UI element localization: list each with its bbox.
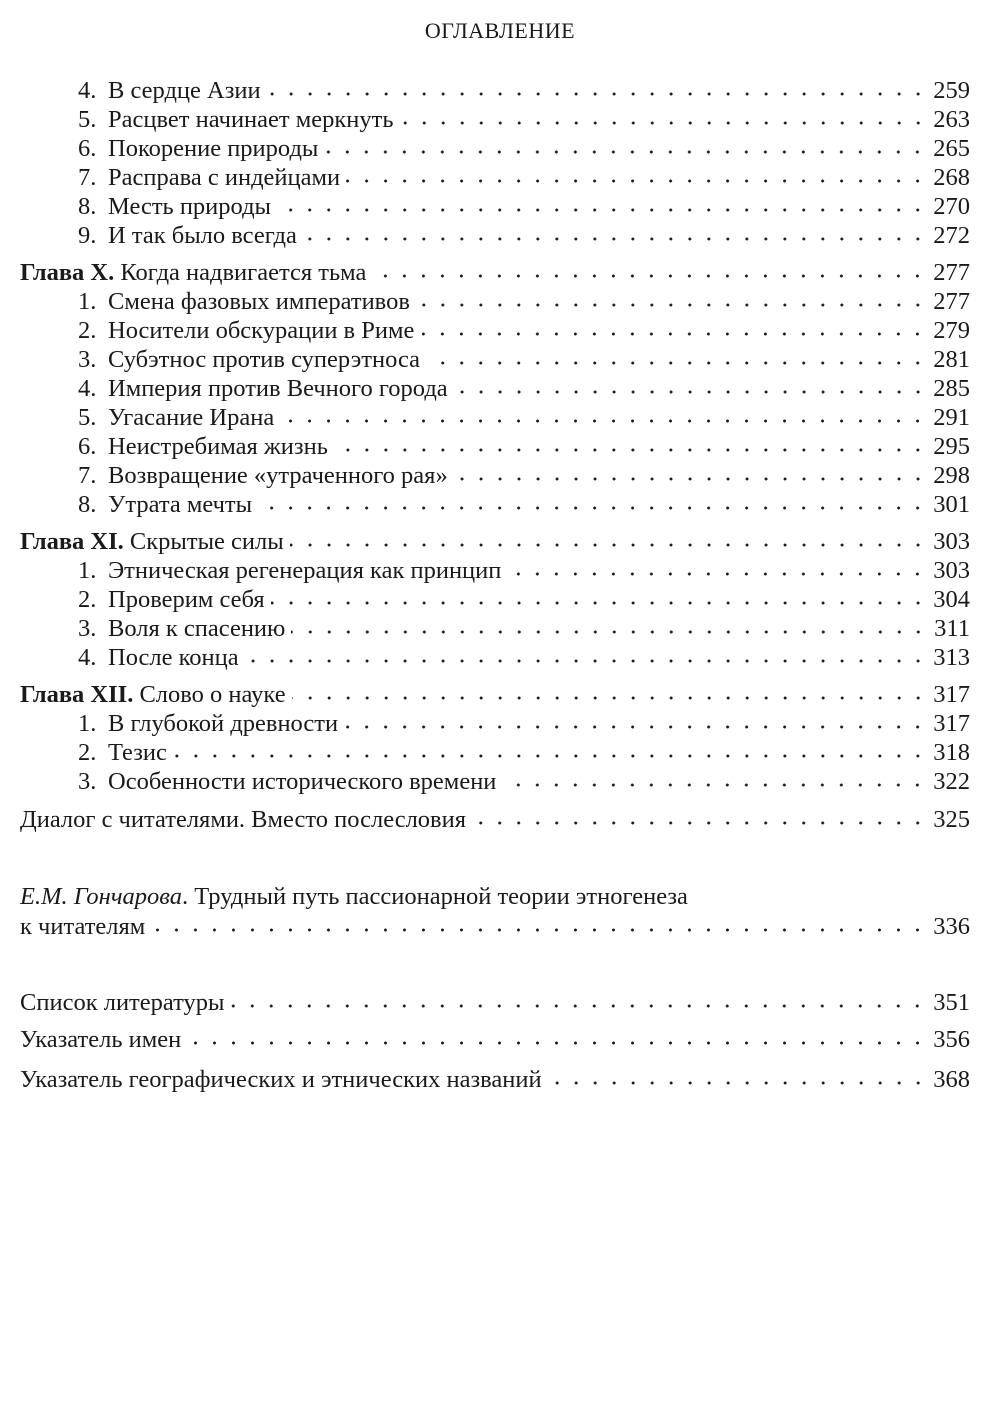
section-title: Угасание Ирана <box>108 404 275 431</box>
dot-leader <box>426 359 927 367</box>
dot-leader <box>400 119 928 127</box>
section-title: Неистребимая жизнь <box>108 433 328 460</box>
chapter-prefix: Глава XI. <box>20 528 124 555</box>
section-title: Проверим себя <box>108 586 265 613</box>
page-number: 301 <box>933 491 970 518</box>
page-number: 318 <box>933 739 970 766</box>
page-number: 291 <box>933 404 970 431</box>
section-number: 1. <box>78 557 97 584</box>
dot-leader <box>187 1039 927 1047</box>
dot-leader <box>277 206 927 214</box>
section-number: 3. <box>78 615 97 642</box>
page-number: 322 <box>933 768 970 795</box>
page-number: 263 <box>933 106 970 133</box>
toc-entry-12-3[interactable] <box>78 767 970 797</box>
entry-title: Указатель географических и этнических названий <box>20 1066 542 1093</box>
entry-title: Диалог с читателями. Вместо послесловия <box>20 806 467 833</box>
section-number: 6. <box>78 433 97 460</box>
toc-entry-11-2[interactable] <box>78 585 970 615</box>
dot-leader <box>173 752 927 760</box>
toc-entry-9-5[interactable] <box>78 105 970 135</box>
toc-entry-dialog[interactable] <box>20 805 970 835</box>
toc-entry-11-3[interactable] <box>78 614 970 644</box>
dot-leader <box>291 628 928 636</box>
dot-leader <box>416 301 927 309</box>
section-number: 5. <box>78 106 97 133</box>
dot-leader <box>245 657 928 665</box>
section-number: 2. <box>78 739 97 766</box>
section-number: 8. <box>78 193 97 220</box>
page-number: 279 <box>933 317 970 344</box>
page-number: 311 <box>934 615 970 642</box>
section-number: 9. <box>78 222 97 249</box>
page-number: 295 <box>933 433 970 460</box>
chapter-title: Скрытые силы <box>129 528 284 555</box>
page-number: 259 <box>933 77 970 104</box>
page-number: 268 <box>933 164 970 191</box>
toc-entry-10-7[interactable] <box>78 461 970 491</box>
toc-entry-9-6[interactable] <box>78 134 970 164</box>
page-number: 285 <box>933 375 970 402</box>
section-number: 4. <box>78 77 97 104</box>
page-number: 368 <box>933 1066 970 1093</box>
section-title: Империя против Вечного города <box>108 375 448 402</box>
section-title: Этническая регенерация как принцип <box>108 557 502 584</box>
page-number: 281 <box>933 346 970 373</box>
section-number: 1. <box>78 710 97 737</box>
toc-entry-12-2[interactable] <box>78 738 970 768</box>
section-title: В глубокой древности <box>108 710 339 737</box>
section-title: Месть природы <box>108 193 272 220</box>
section-title: После конца <box>108 644 239 671</box>
section-number: 6. <box>78 135 97 162</box>
section-title: Покорение природы <box>108 135 319 162</box>
essay-author: Е.М. Гончарова <box>20 883 182 910</box>
dot-leader <box>454 388 928 396</box>
toc-entry-9-8[interactable] <box>78 192 970 222</box>
dot-leader <box>548 1079 928 1087</box>
page-number: 325 <box>933 806 970 833</box>
dot-leader <box>502 781 927 789</box>
section-number: 2. <box>78 317 97 344</box>
section-title: Смена фазовых императивов <box>108 288 410 315</box>
dot-leader <box>267 90 928 98</box>
page-number: 313 <box>933 644 970 671</box>
dot-leader <box>280 417 927 425</box>
toc-entry-10-3[interactable] <box>78 345 970 375</box>
section-number: 7. <box>78 164 97 191</box>
toc-entry-name-index[interactable] <box>20 1025 970 1055</box>
section-title: В сердце Азии <box>108 77 261 104</box>
dot-leader <box>472 819 927 827</box>
toc-entry-10-5[interactable] <box>78 403 970 433</box>
toc-entry-10-6[interactable] <box>78 432 970 462</box>
section-number: 7. <box>78 462 97 489</box>
dot-leader <box>372 272 927 280</box>
toc-entry-bibliography[interactable] <box>20 988 970 1018</box>
dot-leader <box>292 694 928 702</box>
section-title: Субэтнос против суперэтноса <box>108 346 421 373</box>
chapter-title: Когда надвигается тьма <box>120 259 367 286</box>
page-number: 317 <box>933 710 970 737</box>
dot-leader <box>334 446 927 454</box>
toc-chapter-11[interactable] <box>20 527 970 557</box>
page-number: 298 <box>933 462 970 489</box>
entry-title: Указатель имен <box>20 1026 182 1053</box>
section-title: Утрата мечты <box>108 491 253 518</box>
chapter-prefix: Глава X. <box>20 259 115 286</box>
toc-entry-9-4[interactable] <box>78 76 970 106</box>
toc-entry-essay-line2[interactable] <box>20 912 970 942</box>
page-number: 270 <box>933 193 970 220</box>
section-title: Особенности исторического времени <box>108 768 497 795</box>
toc-entry-11-1[interactable] <box>78 556 970 586</box>
dot-leader <box>346 177 927 185</box>
section-title: Носители обскурации в Риме <box>108 317 415 344</box>
page-number: 277 <box>933 259 970 286</box>
page-title: ОГЛАВЛЕНИЕ <box>424 18 576 43</box>
section-number: 4. <box>78 375 97 402</box>
dot-leader <box>258 504 927 512</box>
dot-leader <box>454 475 928 483</box>
page-number: 272 <box>933 222 970 249</box>
chapter-prefix: Глава XII. <box>20 681 134 708</box>
toc-entry-10-2[interactable] <box>78 316 970 346</box>
toc-entry-11-4[interactable] <box>78 643 970 673</box>
toc-entry-10-4[interactable] <box>78 374 970 404</box>
section-number: 2. <box>78 586 97 613</box>
toc-entry-essay-line1[interactable] <box>20 882 688 912</box>
essay-title-line2: к читателям <box>20 913 146 940</box>
section-title: Расправа с индейцами <box>108 164 341 191</box>
dot-leader <box>151 926 927 934</box>
page-number: 303 <box>933 528 970 555</box>
page-number: 351 <box>933 989 970 1016</box>
toc-entry-geo-index[interactable] <box>20 1065 970 1095</box>
section-title: И так было всегда <box>108 222 297 249</box>
dot-leader <box>230 1002 927 1010</box>
page-number: 277 <box>933 288 970 315</box>
section-title: Воля к спасению <box>108 615 286 642</box>
section-number: 3. <box>78 768 97 795</box>
toc-entry-12-1[interactable] <box>78 709 970 739</box>
essay-title-line1: . Трудный путь пассионарной теории этногенеза <box>181 883 688 910</box>
dot-leader <box>420 330 927 338</box>
section-title: Расцвет начинает меркнуть <box>108 106 394 133</box>
page-number: 317 <box>933 681 970 708</box>
toc-entry-9-7[interactable] <box>78 163 970 193</box>
toc-chapter-12[interactable] <box>20 680 970 710</box>
page-number: 265 <box>933 135 970 162</box>
page-number: 303 <box>933 557 970 584</box>
page-number: 356 <box>933 1026 970 1053</box>
toc-entry-9-9[interactable] <box>78 221 970 251</box>
page-number: 304 <box>933 586 970 613</box>
toc-chapter-10[interactable] <box>20 258 970 288</box>
toc-entry-10-8[interactable] <box>78 490 970 520</box>
dot-leader <box>507 570 927 578</box>
dot-leader <box>344 723 927 731</box>
section-number: 5. <box>78 404 97 431</box>
dot-leader <box>290 541 928 549</box>
entry-title: Список литературы <box>20 989 225 1016</box>
dot-leader <box>271 599 928 607</box>
dot-leader <box>303 235 927 243</box>
dot-leader <box>324 148 927 156</box>
toc-entry-10-1[interactable] <box>78 287 970 317</box>
section-title: Тезис <box>108 739 167 766</box>
section-number: 3. <box>78 346 97 373</box>
page-number: 336 <box>933 913 970 940</box>
section-number: 8. <box>78 491 97 518</box>
chapter-title: Слово о науке <box>139 681 286 708</box>
section-number: 1. <box>78 288 97 315</box>
section-title: Возвращение «утраченного рая» <box>108 462 448 489</box>
section-number: 4. <box>78 644 97 671</box>
